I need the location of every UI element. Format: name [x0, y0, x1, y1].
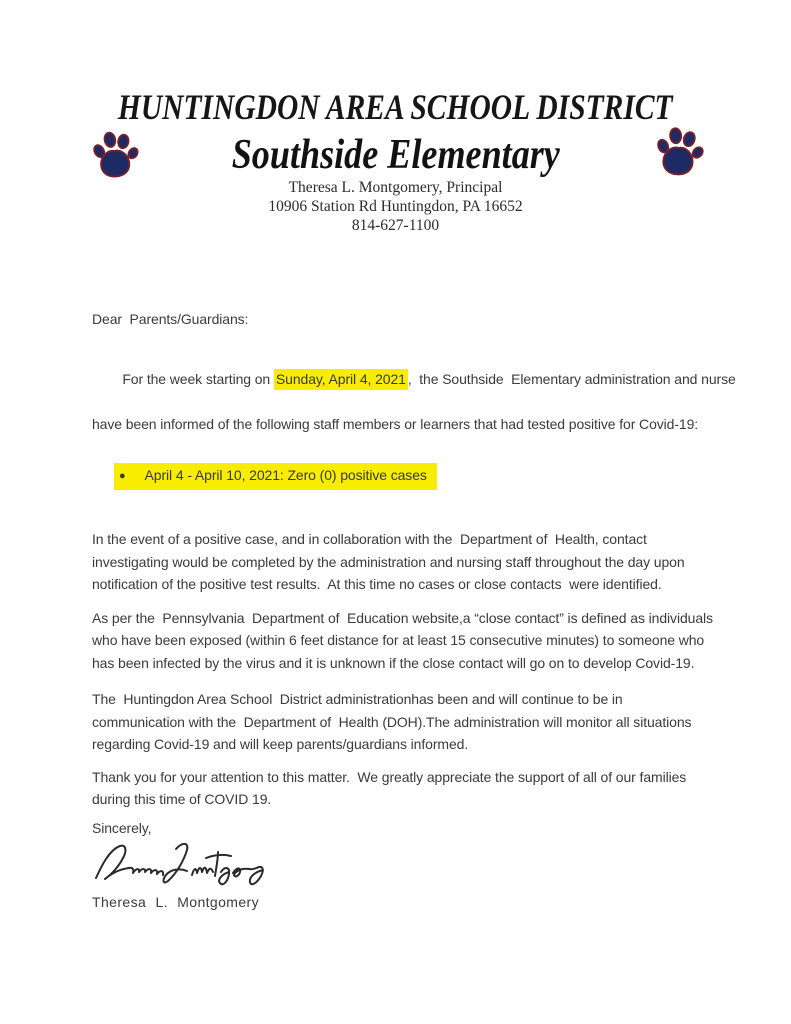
letter-body [92, 308, 736, 914]
paragraph-thank-you [92, 766, 732, 811]
phone-line: 814-627-1100 [351, 217, 440, 234]
p2-line: investigating would be completed by the administration and nursing staff throughout the day upon [92, 553, 685, 570]
p4-line: communication with the Department of Health (DOH).The administration will monitor all situations [92, 713, 692, 730]
paragraph-close-contact-definition [92, 607, 732, 675]
p4-line: The Huntingdon Area School District administrationhas been and will continue to be in [92, 691, 623, 707]
paragraph-doh-communication [92, 688, 732, 756]
bullet-marker-icon: ● [119, 469, 126, 482]
principal-line: Theresa L. Montgomery, Principal [288, 179, 503, 196]
p1-text-after: , the Southside Elementary administration and nurse [407, 371, 736, 387]
p3-line: who have been exposed (within 6 feet distance for at least 15 consecutive minutes) to someone who [92, 632, 705, 648]
district-title [0, 86, 791, 128]
p1-line2: have been informed of the following staff members or learners that had tested positive for Covid-19: [92, 416, 699, 432]
salutation: Dear Parents/Guardians: [92, 311, 249, 327]
signature-name: Theresa L. Montgomery [92, 894, 260, 910]
school-name-text: Southside Elementary [231, 132, 560, 178]
p1-text-before: For the week starting on [122, 371, 274, 387]
signature-image [92, 835, 732, 889]
bullet-text: April 4 - April 10, 2021: Zero (0) positive cases [144, 466, 427, 483]
bullet-item [92, 463, 732, 491]
district-title-text: HUNTINGDON AREA SCHOOL DISTRICT [118, 87, 673, 127]
p2-line: In the event of a positive case, and in collaboration with the Department of Health, contact [92, 531, 647, 547]
highlighted-bullet [114, 463, 437, 491]
closing: Sincerely, [92, 819, 152, 836]
highlighted-date: Sunday, April 4, 2021 [274, 369, 408, 390]
p5-line: during this time of COVID 19. [92, 791, 272, 807]
paragraph-week-announcement [92, 346, 736, 436]
p3-line: As per the Pennsylvania Department of Education website,a “close contact” is defined as individuals [92, 609, 713, 626]
paragraph-contact-investigation [92, 528, 732, 596]
p5-line: Thank you for your attention to this matter. We greatly appreciate the support of all of our families [92, 768, 687, 785]
paw-print-icon [650, 123, 708, 181]
p4-line: regarding Covid-19 and will keep parents/guardians informed. [92, 736, 469, 752]
address-line: 10906 Station Rd Huntingdon, PA 16652 [268, 198, 523, 215]
signature-strokes [96, 844, 263, 884]
p2-line: notification of the positive test results. At this time no cases or close contacts were identified. [92, 576, 662, 592]
p3-line: has been infected by the virus and it is unknown if the close contact will go on to develop Covid-19. [92, 654, 695, 671]
